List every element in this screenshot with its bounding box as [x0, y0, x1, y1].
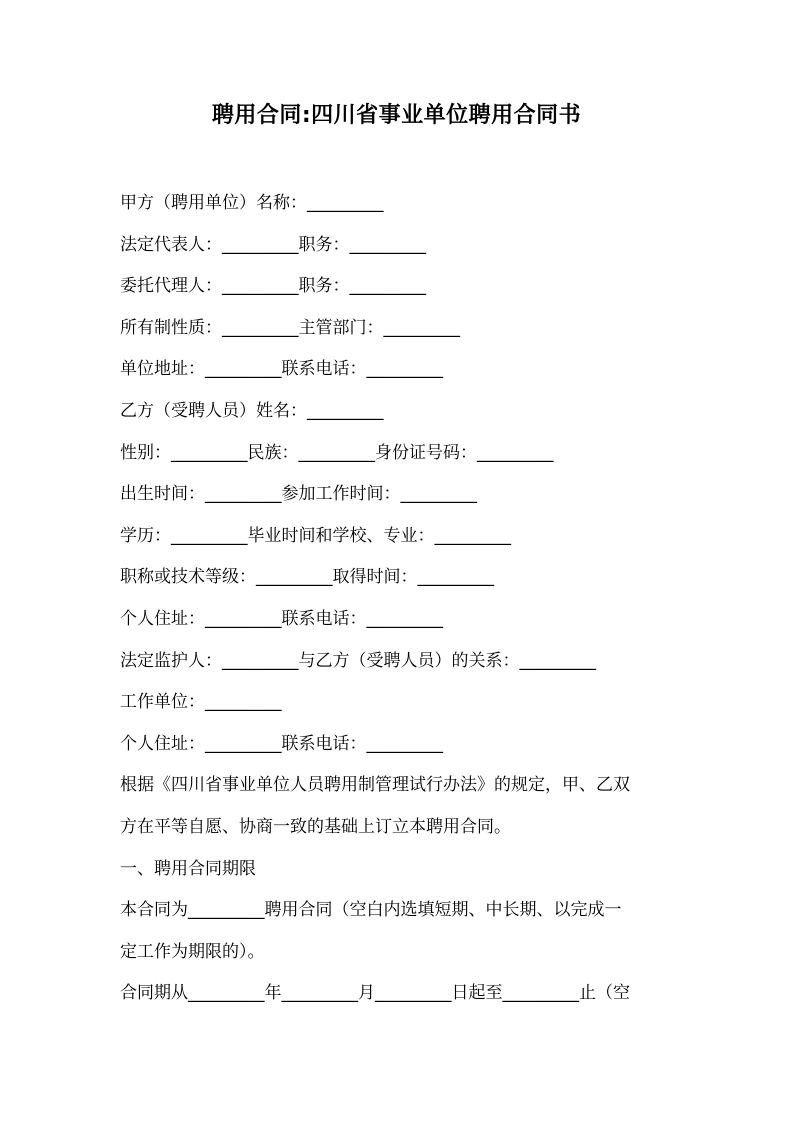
ownership-nature-line: 所有制性质：_________主管部门：_________ [120, 317, 460, 338]
personal-address-line: 个人住址：_________联系电话：_________ [120, 608, 443, 629]
preamble-line-1: 根据《四川省事业单位人员聘用制管理试行办法》的规定，甲、乙双 [120, 775, 630, 796]
document-title: 聘用合同:四川省事业单位聘用合同书 [211, 103, 582, 128]
contract-period-line: 合同期从_________年_________月_________日起至_________止（空 [120, 983, 630, 1004]
section-heading-contract-term: 一、聘用合同期限 [120, 858, 256, 879]
work-unit-line: 工作单位：_________ [120, 692, 282, 713]
party-a-name-line: 甲方（聘用单位）名称：_________ [120, 193, 384, 213]
unit-address-line: 单位地址：_________联系电话：_________ [120, 359, 443, 380]
education-line: 学历：_________毕业时间和学校、专业：_________ [120, 525, 511, 546]
legal-representative-line: 法定代表人：_________职务：_________ [120, 234, 426, 255]
gender-ethnicity-id-line: 性别：_________民族：_________身份证号码：_________ [120, 442, 554, 463]
contract-type-line-1: 本合同为_________聘用合同（空白内选填短期、中长期、以完成一 [120, 900, 622, 921]
contract-type-line-2: 定工作为期限的）。 [120, 941, 265, 962]
guardian-line: 法定监护人：_________与乙方（受聘人员）的关系：_________ [120, 650, 596, 671]
document-body [120, 183, 680, 1015]
birth-work-time-line: 出生时间：_________参加工作时间：_________ [120, 484, 477, 505]
guardian-address-line: 个人住址：_________联系电话：_________ [120, 733, 443, 754]
title-grade-line: 职称或技术等级：_________取得时间：_________ [120, 567, 494, 588]
preamble-line-2: 方在平等自愿、协商一致的基础上订立本聘用合同。 [120, 816, 511, 837]
party-b-name-line: 乙方（受聘人员）姓名：_________ [120, 400, 384, 421]
authorized-agent-line: 委托代理人：_________职务：_________ [120, 276, 426, 297]
